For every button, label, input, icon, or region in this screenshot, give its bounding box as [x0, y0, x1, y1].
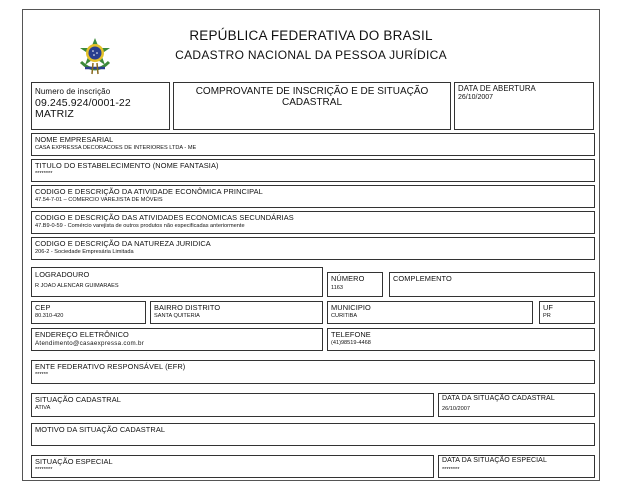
municipio-box [327, 301, 533, 324]
municipio-label: MUNICIPIO [331, 303, 371, 312]
natureza-juridica-box [31, 237, 595, 260]
abertura-value: 26/10/2007 [458, 94, 494, 101]
comprovante-title-line2: CADASTRAL [281, 97, 342, 108]
abertura-box [454, 82, 594, 130]
atividades-secundarias-value: 47.B9-0-59 - Comércio varejista de outros produtos não especificadas anteriormente [35, 223, 245, 229]
comprovante-box [173, 82, 451, 130]
atividade-principal-label: CODIGO E DESCRIÇÃO DA ATIVIDADE ECONÔMICA PRINCIPAL [35, 187, 263, 196]
motivo-label: MOTIVO DA SITUAÇÃO CADASTRAL [35, 425, 166, 434]
cep-label: CEP [35, 303, 51, 312]
telefone-box [327, 328, 595, 351]
bairro-label: BAIRRO DISTRITO [154, 303, 221, 312]
atividade-principal-value: 47.54-7-01 – COMERCIO VAREJISTA DE MÓVEIS [35, 197, 163, 203]
natureza-juridica-value: 206-2 - Sociedade Empresária Limitada [35, 249, 134, 255]
bairro-box [150, 301, 323, 324]
nome-empresarial-box [31, 133, 595, 156]
data-situacao-especial-value: ******** [442, 467, 460, 473]
inscricao-number: 09.245.924/0001-22 [35, 97, 131, 109]
logradouro-value: R JOAO ALENCAR GUIMARAES [35, 283, 119, 289]
data-situacao-label: DATA DA SITUAÇÃO CADASTRAL [442, 395, 555, 402]
data-situacao-value: 26/10/2007 [442, 406, 470, 412]
uf-value: PR [543, 313, 551, 319]
document-title: REPÚBLICA FEDERATIVA DO BRASIL [189, 28, 433, 43]
logradouro-label: LOGRADOURO [35, 270, 90, 279]
telefone-label: TELEFONE [331, 330, 371, 339]
numero-value: 1163 [331, 285, 344, 291]
data-situacao-especial-box [438, 455, 595, 478]
inscricao-box [31, 82, 170, 130]
document-subtitle: CADASTRO NACIONAL DA PESSOA JURÍDICA [175, 48, 447, 62]
atividade-principal-box [31, 185, 595, 208]
situacao-label: SITUAÇÃO CADASTRAL [35, 395, 121, 404]
numero-label: NÚMERO [331, 274, 365, 283]
complemento-label: COMPLEMENTO [393, 274, 452, 283]
situacao-especial-value: ******** [35, 467, 53, 473]
email-value: Atendimento@casaexpressa.com.br [35, 340, 145, 347]
motivo-box [31, 423, 595, 446]
inscricao-type: MATRIZ [35, 108, 74, 120]
cep-box [31, 301, 146, 324]
titulo-label: TITULO DO ESTABELECIMENTO (NOME FANTASIA) [35, 161, 219, 170]
document-frame [22, 9, 600, 481]
uf-label: UF [543, 303, 554, 312]
complemento-box [389, 272, 595, 297]
email-box [31, 328, 323, 351]
email-label: ENDEREÇO ELETRÔNICO [35, 330, 129, 339]
titulo-value: ******** [35, 171, 53, 177]
efr-label: ENTE FEDERATIVO RESPONSÁVEL (EFR) [35, 362, 186, 371]
nome-empresarial-label: NOME EMPRESARIAL [35, 135, 114, 144]
situacao-value: ATIVA [35, 405, 51, 411]
numero-box [327, 272, 383, 297]
nome-empresarial-value: CASA EXPRESSA DECORACOES DE INTERIORES LTDA - ME [35, 145, 197, 151]
situacao-especial-box [31, 455, 434, 478]
efr-box [31, 360, 595, 384]
titulo-box [31, 159, 595, 182]
cep-value: 80.310-420 [35, 313, 64, 319]
situacao-especial-label: SITUAÇÃO ESPECIAL [35, 457, 113, 466]
comprovante-title-line1: COMPROVANTE DE INSCRIÇÃO E DE SITUAÇÃO [195, 86, 429, 97]
atividades-secundarias-box [31, 211, 595, 234]
logradouro-box [31, 267, 323, 297]
atividades-secundarias-label: CODIGO E DESCRIÇÃO DAS ATIVIDADES ECONOMICAS SECUNDÁRIAS [35, 213, 294, 222]
natureza-juridica-label: CODIGO E DESCRIÇÃO DA NATUREZA JURIDICA [35, 239, 211, 248]
municipio-value: CURITIBA [331, 313, 358, 319]
uf-box [539, 301, 595, 324]
telefone-value: (41)98519-4468 [331, 340, 371, 346]
abertura-label: DATA DE ABERTURA [458, 84, 536, 93]
situacao-box [31, 393, 434, 417]
inscricao-label: Numero de inscrição [35, 87, 111, 96]
data-situacao-box [438, 393, 595, 417]
data-situacao-especial-label: DATA DA SITUAÇÃO ESPECIAL [442, 457, 547, 464]
efr-value: ****** [35, 372, 49, 378]
bairro-value: SANTA QUITERIA [154, 313, 200, 319]
